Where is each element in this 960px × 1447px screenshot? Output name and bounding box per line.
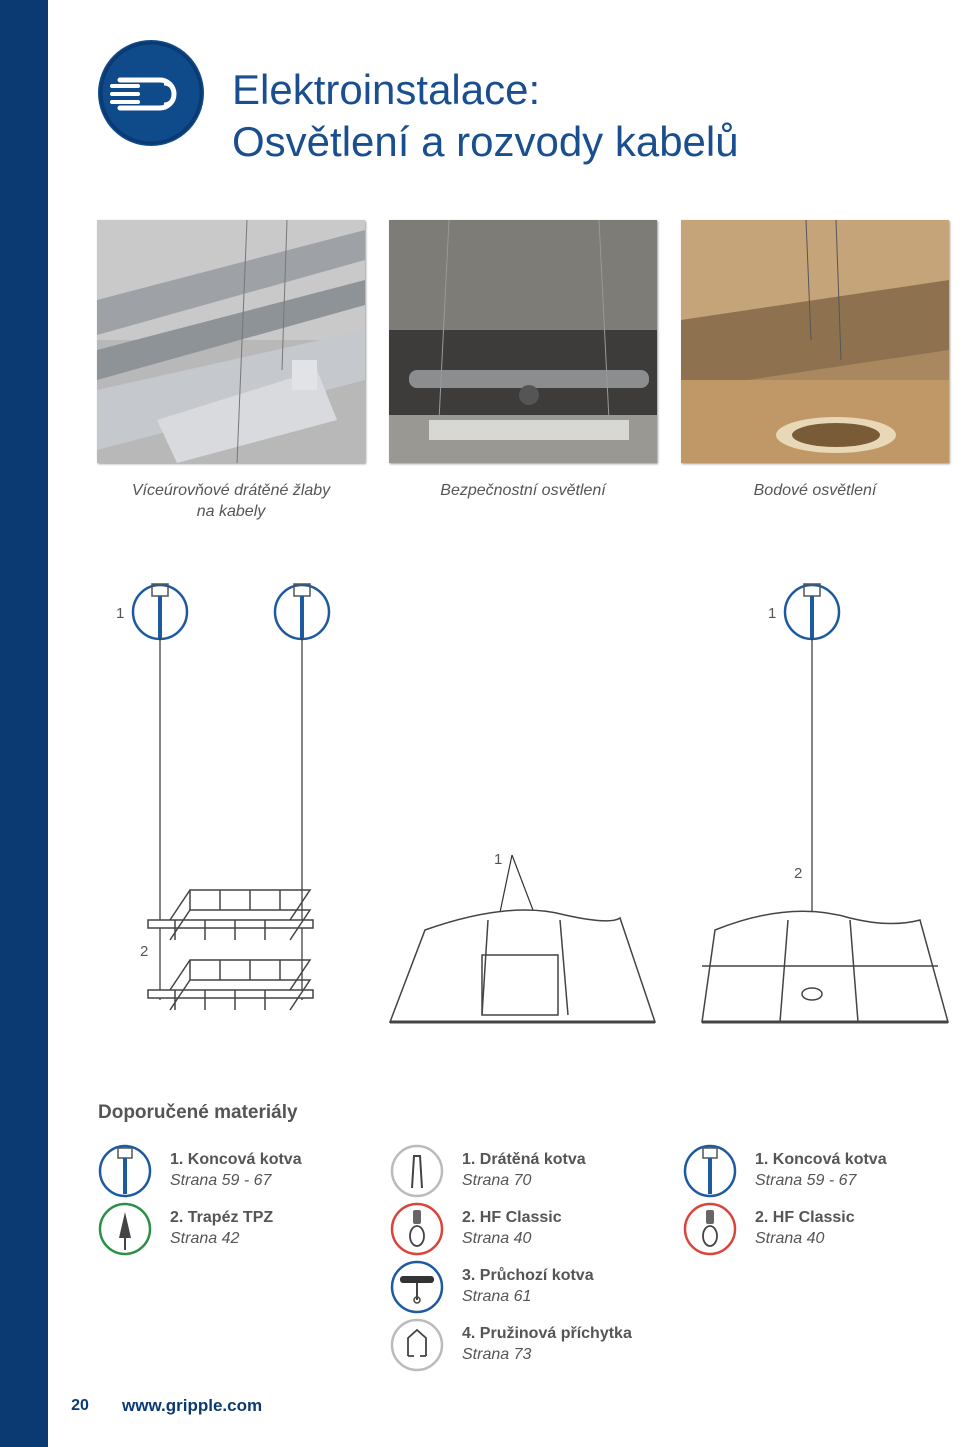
caption-line: Víceúrovňové drátěné žlaby (131, 482, 331, 499)
ceiling-panel-fitting (390, 910, 655, 1022)
caption-cable-trays (97, 480, 365, 522)
end-anchor-icon (133, 584, 187, 639)
material-page: Strana 40 (462, 1230, 532, 1247)
material-title: 2. HF Classic (755, 1209, 855, 1226)
caption-line: na kabely (196, 503, 266, 520)
material-title: 1. Koncová kotva (755, 1151, 887, 1168)
material-title: 4. Pružinová příchytka (462, 1325, 632, 1342)
page-number: 20 (52, 1392, 108, 1420)
label-1: 1 (494, 851, 503, 868)
photo-emergency-lighting (389, 220, 657, 463)
material-page: Strana 40 (755, 1230, 825, 1247)
material-page: Strana 59 - 67 (170, 1172, 272, 1189)
hf-classic-icon (390, 1202, 444, 1256)
material-title: 1. Koncová kotva (170, 1151, 302, 1168)
material-title: 2. Trapéz TPZ (170, 1209, 274, 1226)
material-title: 3. Průchozí kotva (462, 1267, 594, 1284)
caption-line: Bezpečnostní osvětlení (440, 482, 606, 499)
caption-spot-lighting (681, 480, 949, 501)
material-page: Strana 61 (462, 1288, 532, 1305)
material-title: 2. HF Classic (462, 1209, 562, 1226)
end-anchor-icon (785, 584, 839, 639)
photo-spot-lighting (681, 220, 949, 463)
hf-classic-icon (683, 1202, 737, 1256)
installation-diagram (90, 570, 960, 1040)
photo-cable-trays (97, 220, 365, 463)
brand-sidebar (0, 0, 48, 1447)
caption-emergency-lighting (389, 480, 657, 501)
wire-anchor-icon (390, 1144, 444, 1198)
label-1: 1 (116, 605, 125, 622)
through-anchor-icon (390, 1260, 444, 1314)
trapeze-tpz-icon (98, 1202, 152, 1256)
end-anchor-icon (683, 1144, 737, 1198)
spring-clip-icon (390, 1318, 444, 1372)
end-anchor-icon (98, 1144, 152, 1198)
label-1: 1 (768, 605, 777, 622)
wire-cable-tray-upper (148, 890, 313, 940)
label-2: 2 (140, 943, 149, 960)
material-page: Strana 73 (462, 1346, 532, 1363)
ceiling-panel-spotlight (702, 911, 948, 1022)
page-title-line1: Elektroinstalace: (232, 66, 541, 113)
website-link[interactable]: www.gripple.com (122, 1396, 263, 1415)
page-title-line2: Osvětlení a rozvody kabelů (232, 118, 739, 165)
caption-line: Bodové osvětlení (753, 482, 877, 499)
page-title (232, 64, 739, 168)
material-page: Strana 70 (462, 1172, 532, 1189)
electrical-plug-logo-icon (98, 40, 204, 146)
material-title: 1. Drátěná kotva (462, 1151, 586, 1168)
material-page: Strana 59 - 67 (755, 1172, 857, 1189)
label-2: 2 (794, 865, 803, 882)
material-page: Strana 42 (170, 1230, 240, 1247)
recommended-materials-heading: Doporučené materiály (98, 1102, 298, 1123)
wire-cable-tray-lower (148, 960, 313, 1010)
end-anchor-icon (275, 584, 329, 639)
